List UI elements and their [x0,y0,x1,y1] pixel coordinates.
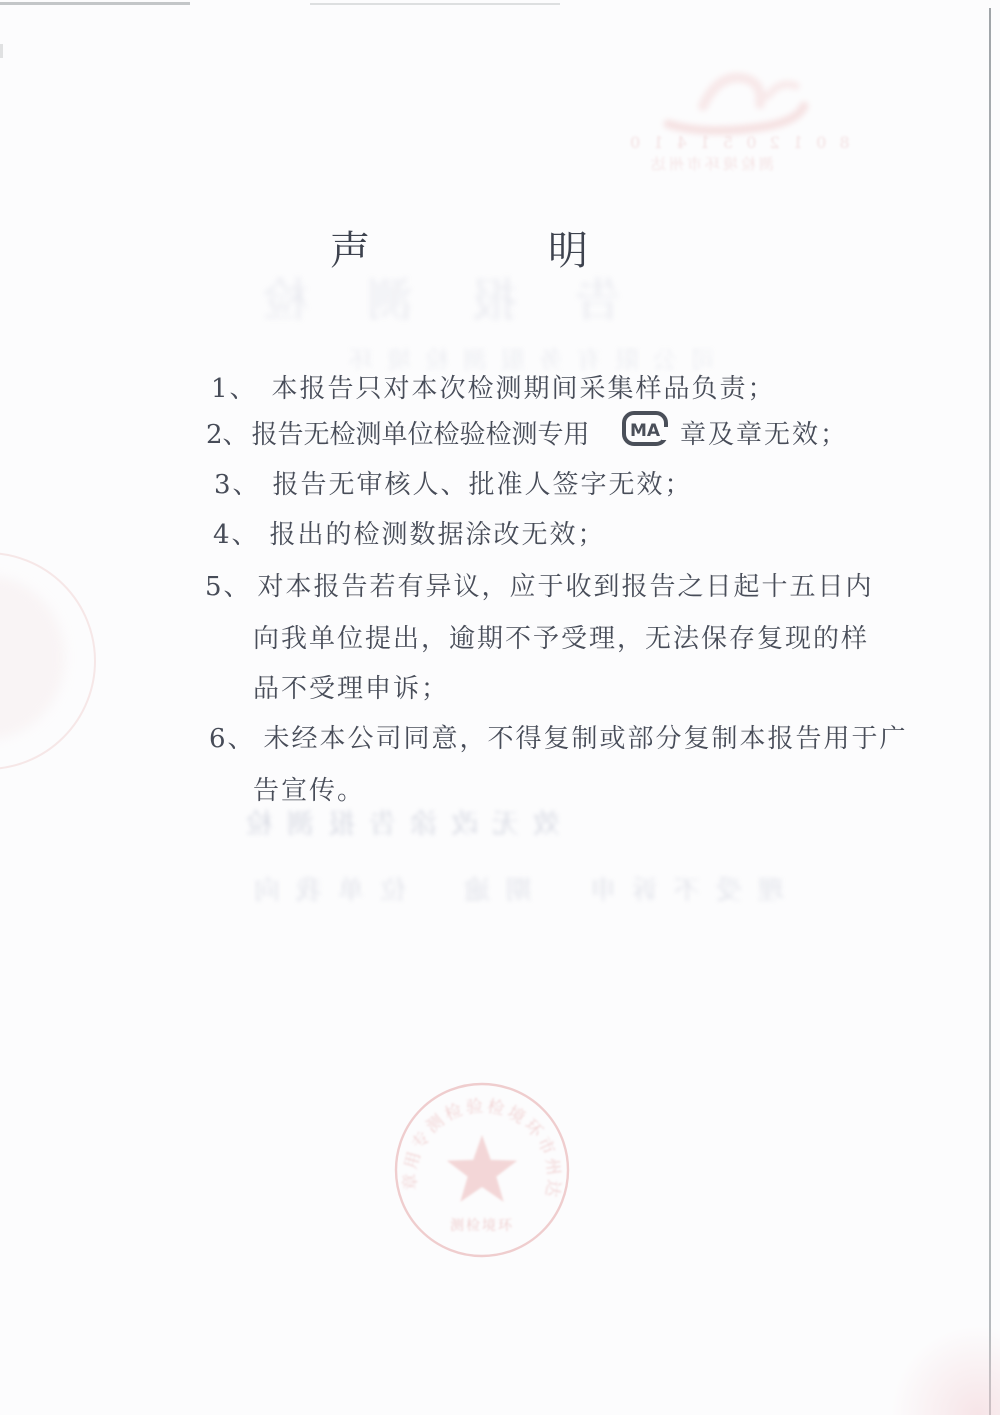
stamp-arc-text: 章用专测检验检境环市州达 [400,1096,564,1202]
declaration-item-2-post [680,414,848,451]
item-number: 2、 [206,420,249,450]
corner-pink-tinge [890,1325,1000,1415]
declaration-item-2 [206,414,590,451]
item-text: 品不受理申诉； [253,674,450,704]
item-number: 5、 [205,572,252,602]
declaration-item-5-line2 [253,618,869,655]
item-number: 4、 [213,520,260,550]
declaration-item-5-line3 [253,668,449,705]
scan-artifact-top-left [0,2,190,5]
cma-letters: MA [630,421,661,441]
bleed-through-text-row: 司公限有务服测检境环 [335,346,715,374]
bleed-through-text-row: 测检境环市州达 [648,155,775,173]
scan-edge-line [989,8,991,1415]
declaration-item-1 [211,368,776,405]
item-number: 6、 [209,724,256,754]
item-text: 章及章无效； [680,420,849,450]
item-text: 未经本公司同意，不得复制或部分复制本报告用于广 [263,724,908,754]
bleed-through-text-row: 告报测检 [205,273,621,327]
item-text: 向我单位提出，逾期不予受理，无法保存复现的样 [253,624,870,654]
bleed-through-text-row: 8 0 1 2 0 5 1 4 1 0 [626,133,850,152]
title-char-right: 明 [548,228,588,274]
cma-accreditation-icon [620,408,670,450]
stamp-star-icon [447,1135,517,1202]
stamp-bottom-text: 测检境环 [450,1218,514,1234]
item-text: 报出的检测数据涂改无效； [269,520,606,550]
scan-artifact-left-tick [0,44,3,58]
item-number: 3、 [214,470,261,500]
company-seal-stamp [392,1080,572,1260]
item-text: 告宣传。 [253,776,366,806]
item-number: 1、 [211,374,258,404]
declaration-item-5-line1 [205,566,874,603]
declaration-item-6-line2 [253,770,365,807]
bleed-through-text-row: 效无改涂告报测检 [232,809,560,840]
scan-artifact-top-mid [310,3,560,5]
item-text: 报告无检测单位检验检测专用 [251,420,590,450]
declaration-item-3 [214,464,693,501]
item-text: 报告无审核人、批准人签字无效； [272,470,693,500]
left-partial-stamp [0,552,96,770]
bleed-through-text-row: 理受不诉申 期逾 位单我向 [238,876,785,906]
bleed-through-logo [648,66,820,144]
title-char-left: 声 [330,228,370,274]
declaration-item-4 [213,514,606,551]
item-text: 对本报告若有异议，应于收到报告之日起十五日内 [257,572,874,602]
item-text: 本报告只对本次检测期间采集样品负责； [271,374,776,404]
declaration-item-6-line1 [209,718,908,755]
page-title [330,219,588,276]
